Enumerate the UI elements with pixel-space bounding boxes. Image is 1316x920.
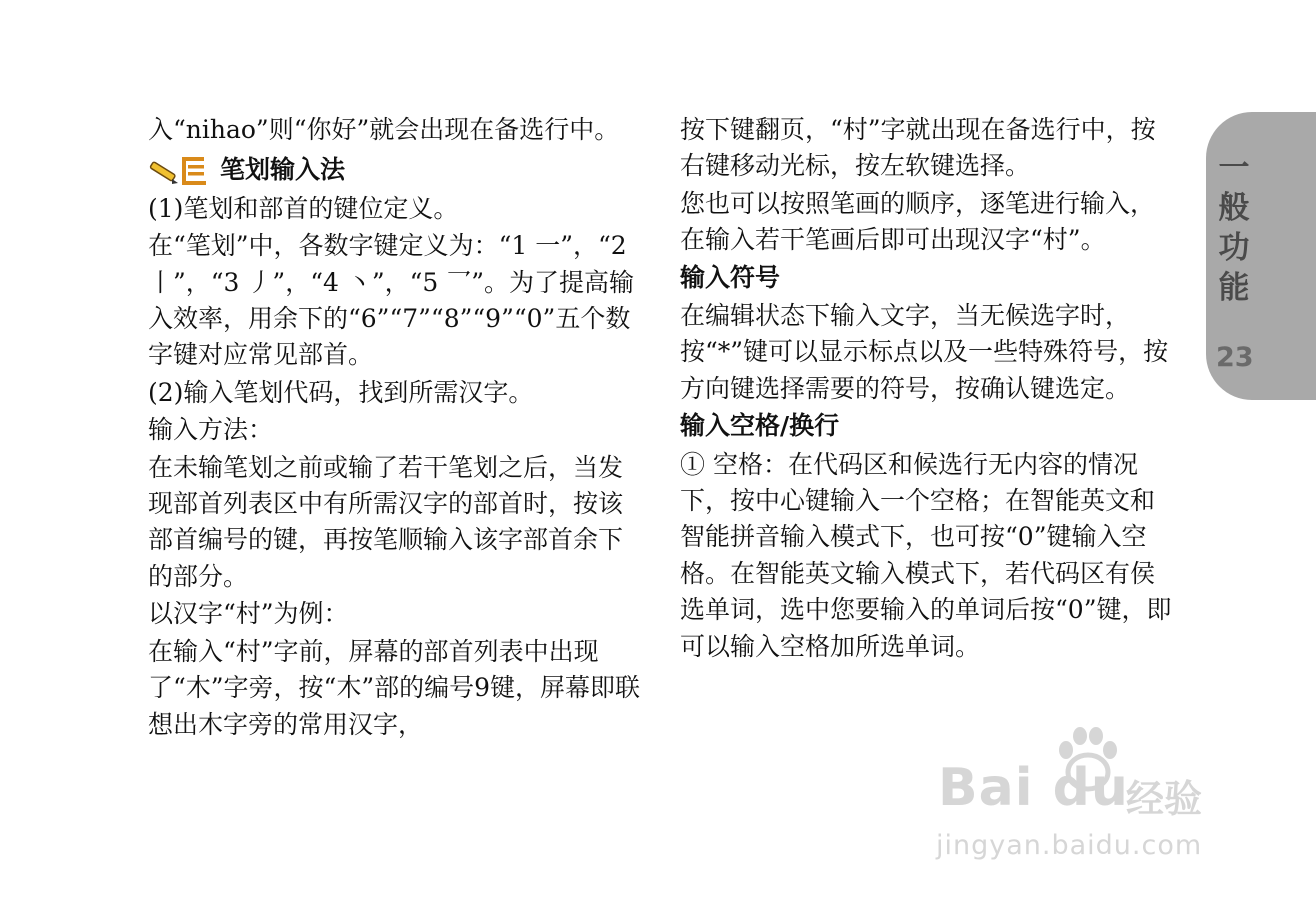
watermark-brand: Bai du bbox=[938, 758, 1129, 818]
paragraph: ① 空格：在代码区和候选行无内容的情况下，按中心键输入一个空格；在智能英文和智能拼音输入模式下，也可按“0”键输入空格。在智能英文输入模式下，若代码区有侯选单词，选中您要输入的单词后按“0”键，即可以输入空格加所选单词。 bbox=[680, 449, 1172, 661]
paragraph: (2)输入笔划代码，找到所需汉字。 bbox=[148, 377, 534, 407]
chapter-tab-char: 一 bbox=[1218, 150, 1250, 186]
paragraph: 入“nihao”则“你好”就会出现在备选行中。 bbox=[148, 115, 620, 144]
section-heading: 笔划输入法 bbox=[220, 155, 346, 185]
chapter-tab-char: 能 bbox=[1218, 270, 1250, 306]
paragraph: 您也可以按照笔画的顺序，逐笔进行输入，在输入若干笔画后即可出现汉字“村”。 bbox=[680, 188, 1156, 255]
paragraph: (1)笔划和部首的键位定义。 bbox=[148, 193, 459, 223]
stroke-input-icon bbox=[148, 154, 210, 188]
right-column bbox=[680, 112, 1174, 666]
paragraph: 以汉字“村”为例： bbox=[148, 599, 349, 629]
chapter-tab bbox=[1206, 112, 1316, 400]
paragraph: 按下键翻页，“村”字就出现在备选行中，按右键移动光标，按左软键选择。 bbox=[680, 115, 1156, 181]
section-heading: 输入空格/换行 bbox=[680, 411, 840, 441]
chapter-tab-char: 般 bbox=[1218, 190, 1250, 226]
page-number: 23 bbox=[1216, 342, 1254, 373]
left-column bbox=[148, 112, 644, 744]
paragraph: 输入方法： bbox=[148, 415, 274, 445]
section-heading: 输入符号 bbox=[680, 262, 781, 292]
paragraph: 在编辑状态下输入文字，当无候选字时，按“*”键可以显示标点以及一些特殊符号，按方向键选择需要的符号，按确认键选定。 bbox=[680, 301, 1169, 403]
paragraph: 在“笔划”中，各数字键定义为：“1 一”，“2 丨”，“3 丿”，“4 丶”，“5 乛”。为了提高输入效率，用余下的“6”“7”“8”“9”“0”五个数字键对应常见部首。 bbox=[148, 231, 635, 370]
paragraph: 在输入“村”字前，屏幕的部首列表中出现了“木”字旁，按“木”部的编号9键，屏幕即联想出木字旁的常用汉字， bbox=[148, 636, 641, 739]
section-title-row bbox=[148, 152, 644, 188]
watermark bbox=[930, 720, 1240, 870]
chapter-tab-char: 功 bbox=[1218, 230, 1250, 266]
paragraph: 在未输笔划之前或输了若干笔划之后，当发现部首列表区中有所需汉字的部首时，按该部首编号的键，再按笔顺输入该字部首余下的部分。 bbox=[148, 452, 624, 591]
chapter-tab-label bbox=[1216, 148, 1252, 308]
watermark-brand-cn: 经验 bbox=[1126, 777, 1203, 821]
watermark-url: jingyan.baidu.com bbox=[936, 830, 1203, 861]
